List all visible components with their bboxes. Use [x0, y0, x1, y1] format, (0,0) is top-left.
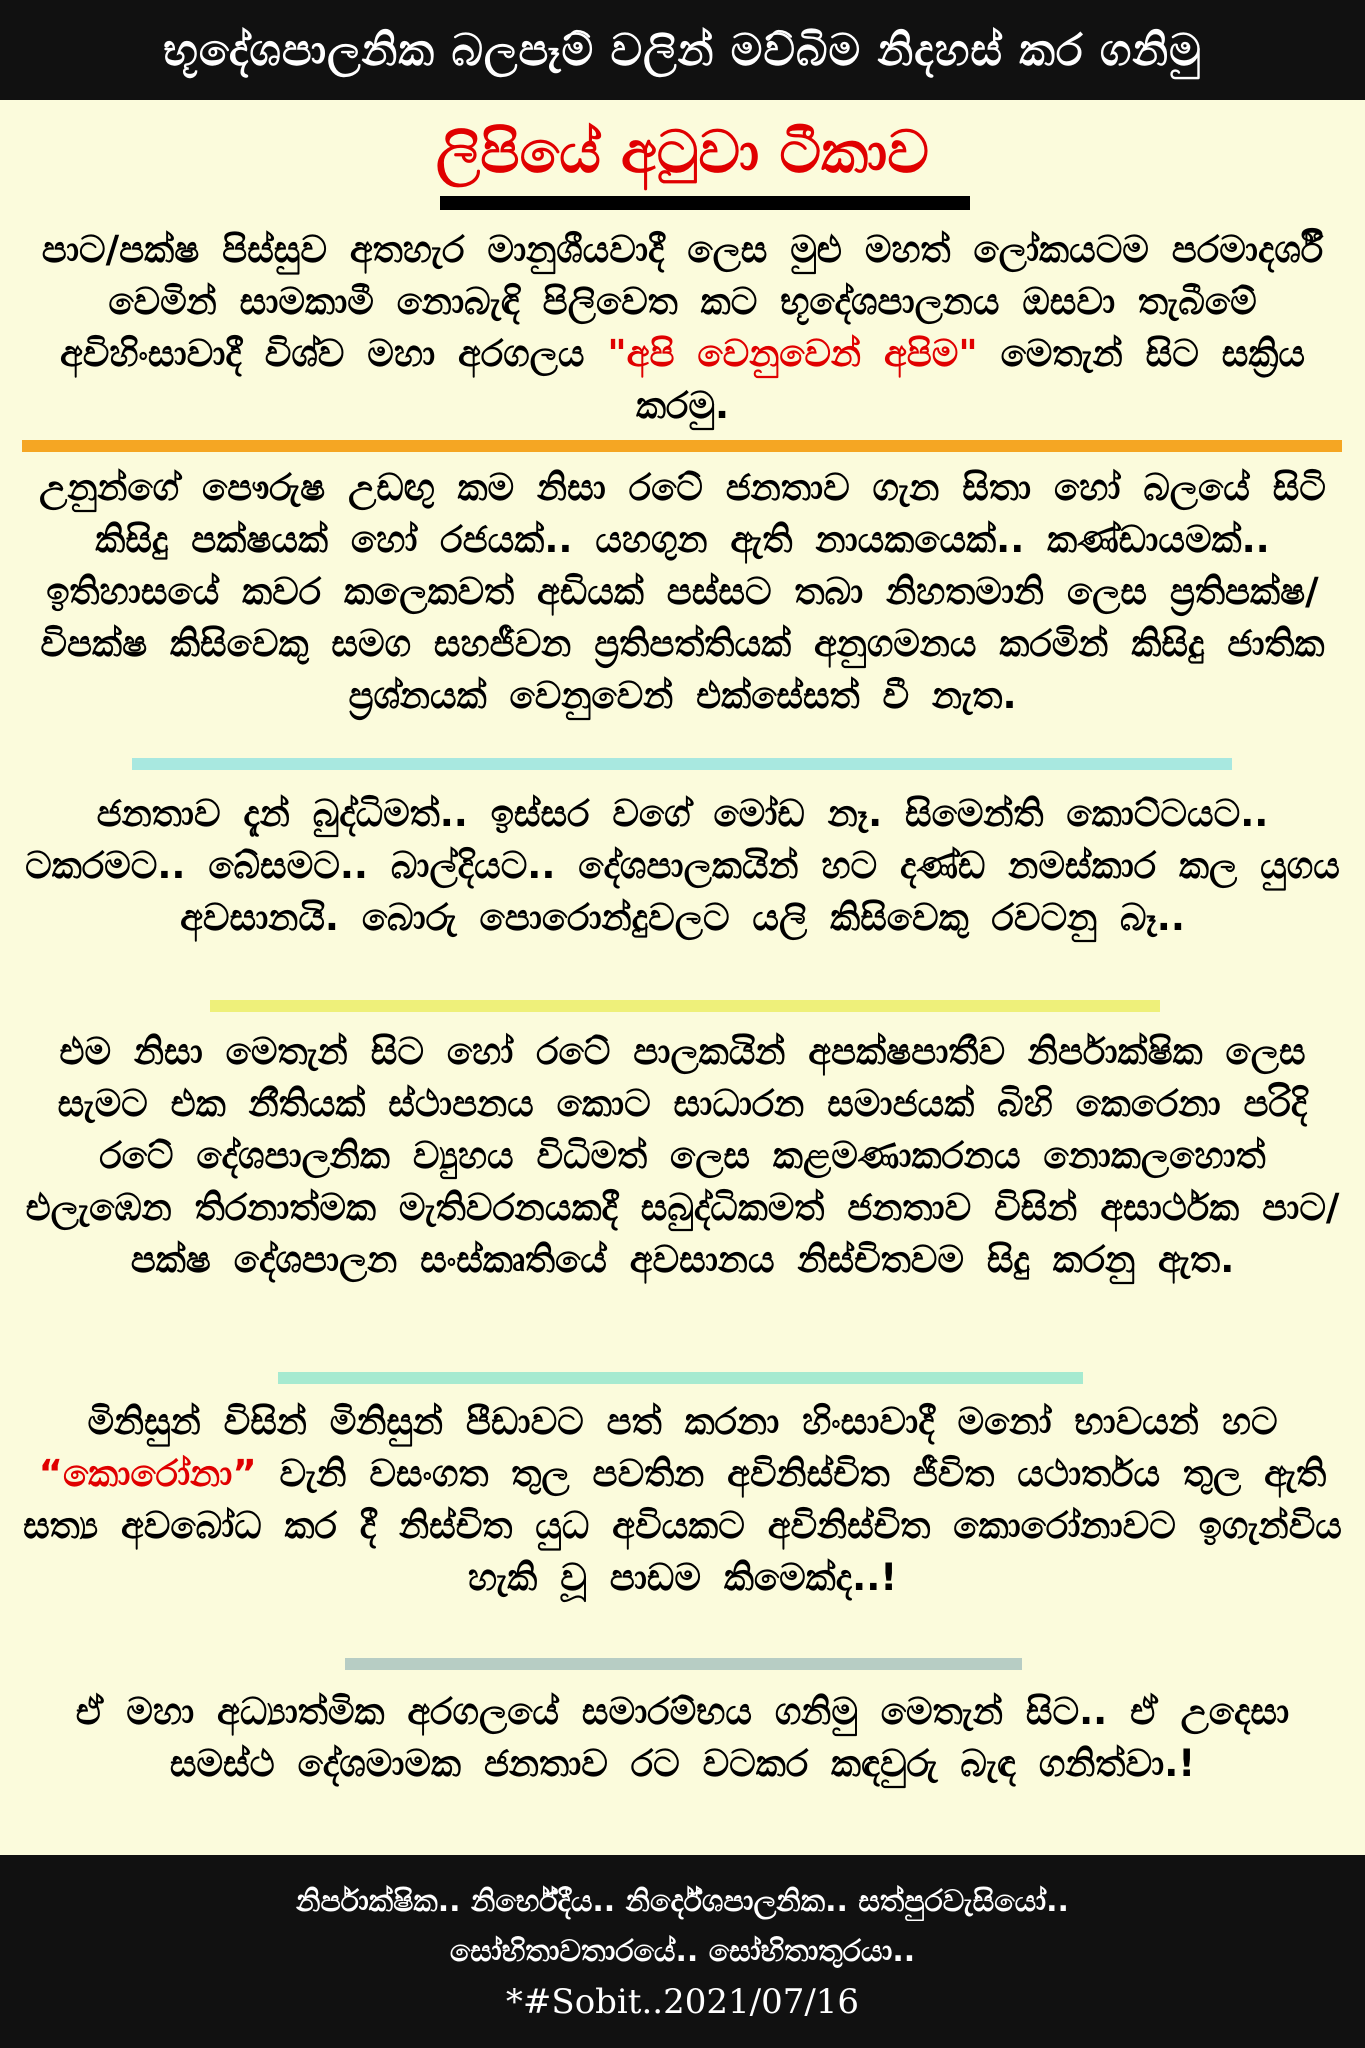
paragraph-5-lead: මිනිසුන් විසින් මිනිසුන් පීඩාවට පත් කරනා හිංසාවාදී මනෝ භාවයන් හට: [87, 1400, 1278, 1443]
divider-mint: [278, 1372, 1083, 1384]
paragraph-1-tail: මෙතැන් සිට සක්‍රිය කරමු.: [635, 332, 1306, 427]
divider-gray: [345, 1658, 1022, 1670]
footer-banner: [0, 1855, 1365, 2048]
subtitle: ලිපියේ අටුවා ටීකාව: [436, 118, 929, 186]
footer-line-1: නිර්පාක්ෂික.. නිර්භේදීය.. නිර්දේශපාලනික.. සත්පුරවැසියෝ..: [296, 1884, 1069, 1919]
divider-yellow: [210, 1000, 1160, 1012]
divider-cyan: [132, 758, 1232, 770]
paragraph-4: එම නිසා මෙතැන් සිට හෝ රටේ පාලකයින් අපක්ෂපාතීව නිර්පාක්ෂික ලෙස සැමට එක නීතියක් ස්ථාපනය කොට සාධාරන සමාජයක් බිහි කෙරෙනා පරිදි රටේ දේශපාලනික ව්‍යුහය විධිමත් ලෙස කළමණාකරනය නොකලහොත් එලැඹෙන තිරනාත්මක මැතිවරනයකදී සබුද්ධිකමත් ජනතාව විසින් අසාර්ථක පාට/පක්ෂ දේශපාලන සංස්කෘතියේ අවසානය නිස්චිතවම සිදු කරනු ඇත.: [25, 1030, 1340, 1281]
paragraph-1-highlight: "අපි වෙනුවෙන් අපිම": [607, 332, 978, 375]
top-title-banner: [0, 0, 1365, 100]
paragraph-3: ජනතාව දැන් බුද්ධිමත්.. ඉස්සර වගේ මෝඩ නෑ. සිමෙන්ති කොට්ටයට.. ටකරමට.. බේසමට.. බාල්දියට.. දේශපාලකයින් හට දණ්ඩ නමස්කාර කල යුගය අවසානයි. බොරු පොරොන්දුවලට යලි කිසිවෙකු රවටනු බෑ..: [25, 792, 1340, 939]
paragraph-5: [20, 1396, 1345, 1604]
footer-signature-tag: *#Sobit..2021/07/16: [505, 1982, 860, 2022]
divider-orange: [22, 440, 1342, 452]
footer-line-2: සෝභිතාවතාරයේ.. සෝභිතාතුරයා..: [449, 1934, 916, 1969]
paragraph-5-highlight: “කොරෝනා”: [38, 1452, 257, 1495]
paragraph-1: [20, 224, 1345, 432]
top-title: භූදේශපාලනික බලපෑම් වලින් මව්බිම නිදහස් කර ගනිමු: [163, 24, 1202, 76]
subtitle-underline-bar: [440, 196, 970, 210]
paragraph-5-tail: වැනි වසංගත තුල පවතින අවිනිස්චිත ජීවිත යථාර්තය තුල ඇති සත්‍ය අවබෝධ කර දී නිස්චිත යුධ අවියකට අවිනිස්චිත කොරෝනාවට ඉගැන්විය හැකි වූ පාඩම කිමෙක්ද..!: [23, 1452, 1342, 1599]
paragraph-6: ඒ මහා අධ්‍යාත්මික අරගලයේ සමාරම්භය ගනිමු මෙතැන් සිට.. ඒ උදෙසා සමස්ථ දේශමාමක ජනතාව රට වටකර කඳවුරු බැඳ ගනිත්වා.!: [75, 1690, 1290, 1785]
paragraph-2: උනුන්ගේ පෞරුෂ උඩඟු කම නිසා රටේ ජනතාව ගැන සිතා හෝ බලයේ සිටි කිසිදු පක්ෂයක් හෝ රජයක්.. යහගුන ඇති නායකයෙක්.. කණ්ඩායමක්.. ඉතිහාසයේ කවර කලෙකවත් අඩියක් පස්සට තබා නිහතමානි ලෙස ප්‍රතිපක්ෂ/විපක්ෂ කිසිවෙකු සමග සහජීවන ප්‍රතිපත්තියක් අනුගමනය කරමින් කිසිදු ජාතික ප්‍රශ්නයක් වෙනුවෙන් එක්සේසත් වී නැත.: [39, 466, 1326, 717]
paragraph-1-lead: පාට/පක්ෂ පිස්සුව අතහැර මානුශීයවාදී ලෙස මුළු මහත් ලෝකයටම පරමාදර්ශී වෙමින් සාමකාමී නොබැඳි පිලිවෙත කට භූදේශපාලනය ඔසවා තැබීමේ අවිහිංසාවාදී විශ්ව මහා අරගලය: [41, 228, 1324, 375]
